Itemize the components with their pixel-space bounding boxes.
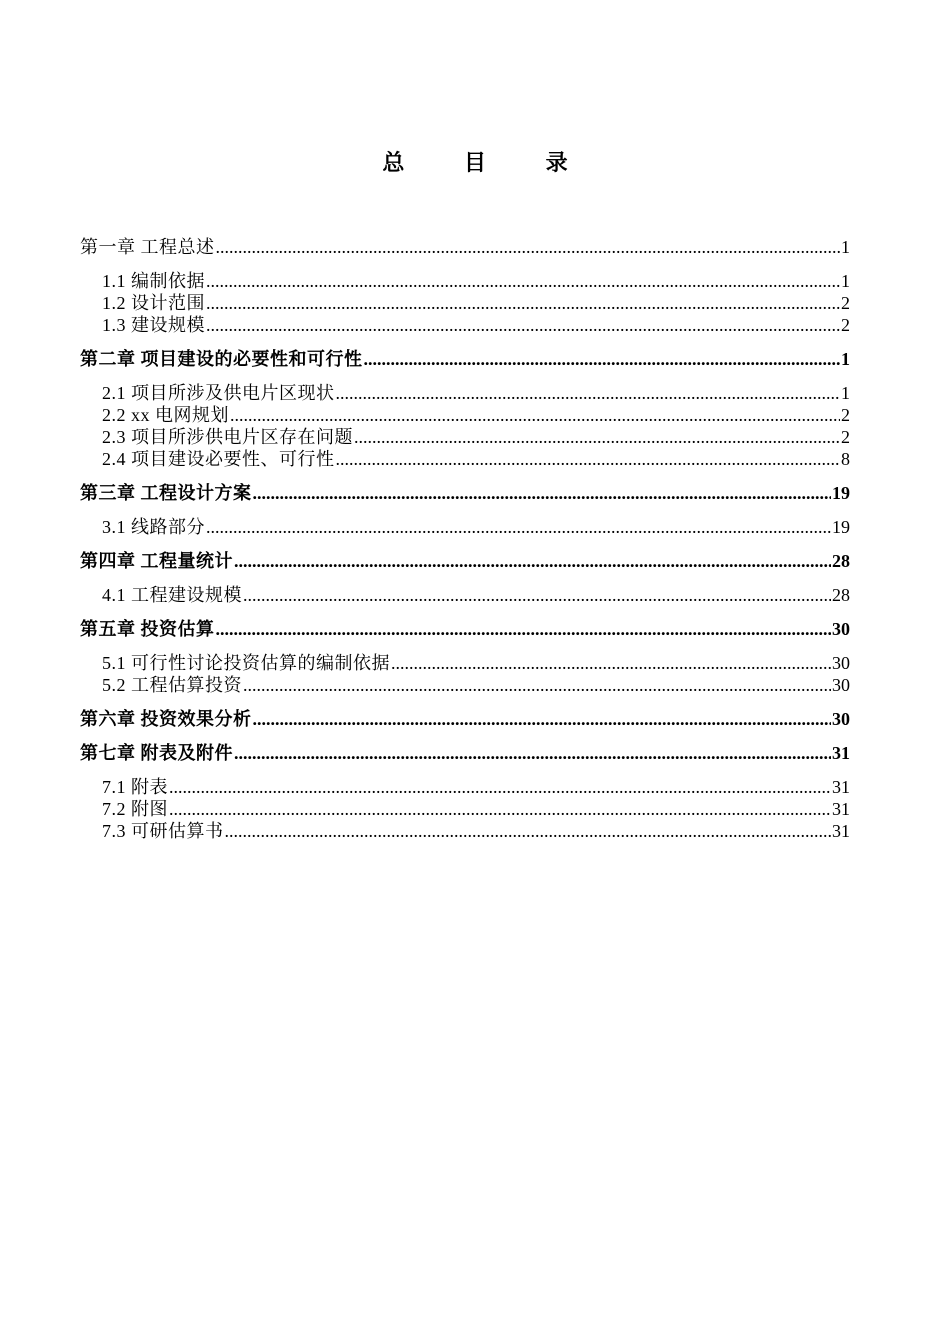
dot-leader [391, 652, 831, 674]
toc-section-entry[interactable] [80, 292, 850, 314]
toc-entry-label: 第七章 附表及附件 [80, 743, 233, 763]
toc-entry-page-number: 30 [832, 709, 850, 729]
toc-section-entry[interactable] [80, 674, 850, 696]
toc-section-entry[interactable] [80, 652, 850, 674]
toc-entry-label: 1.2 设计范围 [102, 293, 205, 313]
toc-entry-page-number: 28 [832, 551, 850, 571]
toc-section-entry[interactable] [80, 404, 850, 426]
toc-entry-label: 第五章 投资估算 [80, 619, 215, 639]
toc-entry-label: 2.3 项目所涉供电片区存在问题 [102, 427, 353, 447]
toc-entry-label: 第二章 项目建设的必要性和可行性 [80, 349, 363, 369]
dot-leader [225, 820, 832, 842]
toc-entry-label: 2.1 项目所涉及供电片区现状 [102, 383, 335, 403]
dot-leader [206, 270, 840, 292]
toc-entry-page-number: 19 [832, 483, 850, 503]
dot-leader [253, 482, 832, 504]
toc-section-entry[interactable] [80, 820, 850, 842]
toc-chapter-entry[interactable] [80, 348, 850, 370]
dot-leader [234, 742, 831, 764]
toc-entry-page-number: 30 [832, 653, 850, 673]
dot-leader [354, 426, 840, 448]
dot-leader [234, 550, 831, 572]
toc-entry-label: 2.4 项目建设必要性、可行性 [102, 449, 335, 469]
toc-section-entry[interactable] [80, 382, 850, 404]
dot-leader [169, 776, 831, 798]
toc-entry-page-number: 31 [832, 777, 850, 797]
toc-entry-label: 7.2 附图 [102, 799, 168, 819]
toc-entry-label: 1.1 编制依据 [102, 271, 205, 291]
dot-leader [364, 348, 841, 370]
toc-section-entry[interactable] [80, 270, 850, 292]
dot-leader [336, 382, 841, 404]
toc-entry-page-number: 30 [832, 619, 850, 639]
toc-entry-page-number: 19 [832, 517, 850, 537]
dot-leader [216, 618, 832, 640]
toc-section-entry[interactable] [80, 448, 850, 470]
table-of-contents [80, 236, 850, 842]
dot-leader [253, 708, 832, 730]
toc-chapter-entry[interactable] [80, 708, 850, 730]
toc-entry-page-number: 1 [841, 349, 850, 369]
toc-entry-page-number: 28 [832, 585, 850, 605]
toc-entry-label: 第一章 工程总述 [80, 237, 215, 257]
toc-entry-page-number: 2 [841, 427, 850, 447]
toc-entry-page-number: 2 [841, 315, 850, 335]
toc-entry-page-number: 31 [832, 821, 850, 841]
toc-chapter-entry[interactable] [80, 482, 850, 504]
dot-leader [336, 448, 841, 470]
toc-entry-label: 2.2 xx 电网规划 [102, 405, 229, 425]
toc-entry-page-number: 30 [832, 675, 850, 695]
toc-section-entry[interactable] [80, 798, 850, 820]
dot-leader [216, 236, 841, 258]
toc-entry-label: 4.1 工程建设规模 [102, 585, 242, 605]
toc-entry-page-number: 1 [841, 237, 850, 257]
toc-entry-label: 第三章 工程设计方案 [80, 483, 252, 503]
toc-entry-page-number: 8 [841, 449, 850, 469]
toc-section-entry[interactable] [80, 314, 850, 336]
toc-entry-label: 1.3 建设规模 [102, 315, 205, 335]
toc-entry-label: 第四章 工程量统计 [80, 551, 233, 571]
dot-leader [206, 516, 831, 538]
dot-leader [243, 674, 831, 696]
toc-chapter-entry[interactable] [80, 236, 850, 258]
toc-entry-page-number: 1 [841, 383, 850, 403]
dot-leader [230, 404, 840, 426]
dot-leader [169, 798, 831, 820]
toc-chapter-entry[interactable] [80, 742, 850, 764]
toc-entry-label: 5.1 可行性讨论投资估算的编制依据 [102, 653, 390, 673]
toc-entry-label: 第六章 投资效果分析 [80, 709, 252, 729]
toc-entry-page-number: 2 [841, 293, 850, 313]
toc-chapter-entry[interactable] [80, 550, 850, 572]
toc-entry-page-number: 1 [841, 271, 850, 291]
dot-leader [206, 292, 840, 314]
toc-entry-label: 7.1 附表 [102, 777, 168, 797]
toc-entry-label: 5.2 工程估算投资 [102, 675, 242, 695]
dot-leader [206, 314, 840, 336]
dot-leader [243, 584, 831, 606]
page-title: 总 目 录 [382, 150, 594, 176]
toc-entry-label: 7.3 可研估算书 [102, 821, 224, 841]
toc-entry-page-number: 2 [841, 405, 850, 425]
toc-entry-label: 3.1 线路部分 [102, 517, 205, 537]
toc-section-entry[interactable] [80, 776, 850, 798]
toc-entry-page-number: 31 [832, 799, 850, 819]
toc-section-entry[interactable] [80, 426, 850, 448]
toc-section-entry[interactable] [80, 516, 850, 538]
toc-section-entry[interactable] [80, 584, 850, 606]
toc-entry-page-number: 31 [832, 743, 850, 763]
toc-chapter-entry[interactable] [80, 618, 850, 640]
